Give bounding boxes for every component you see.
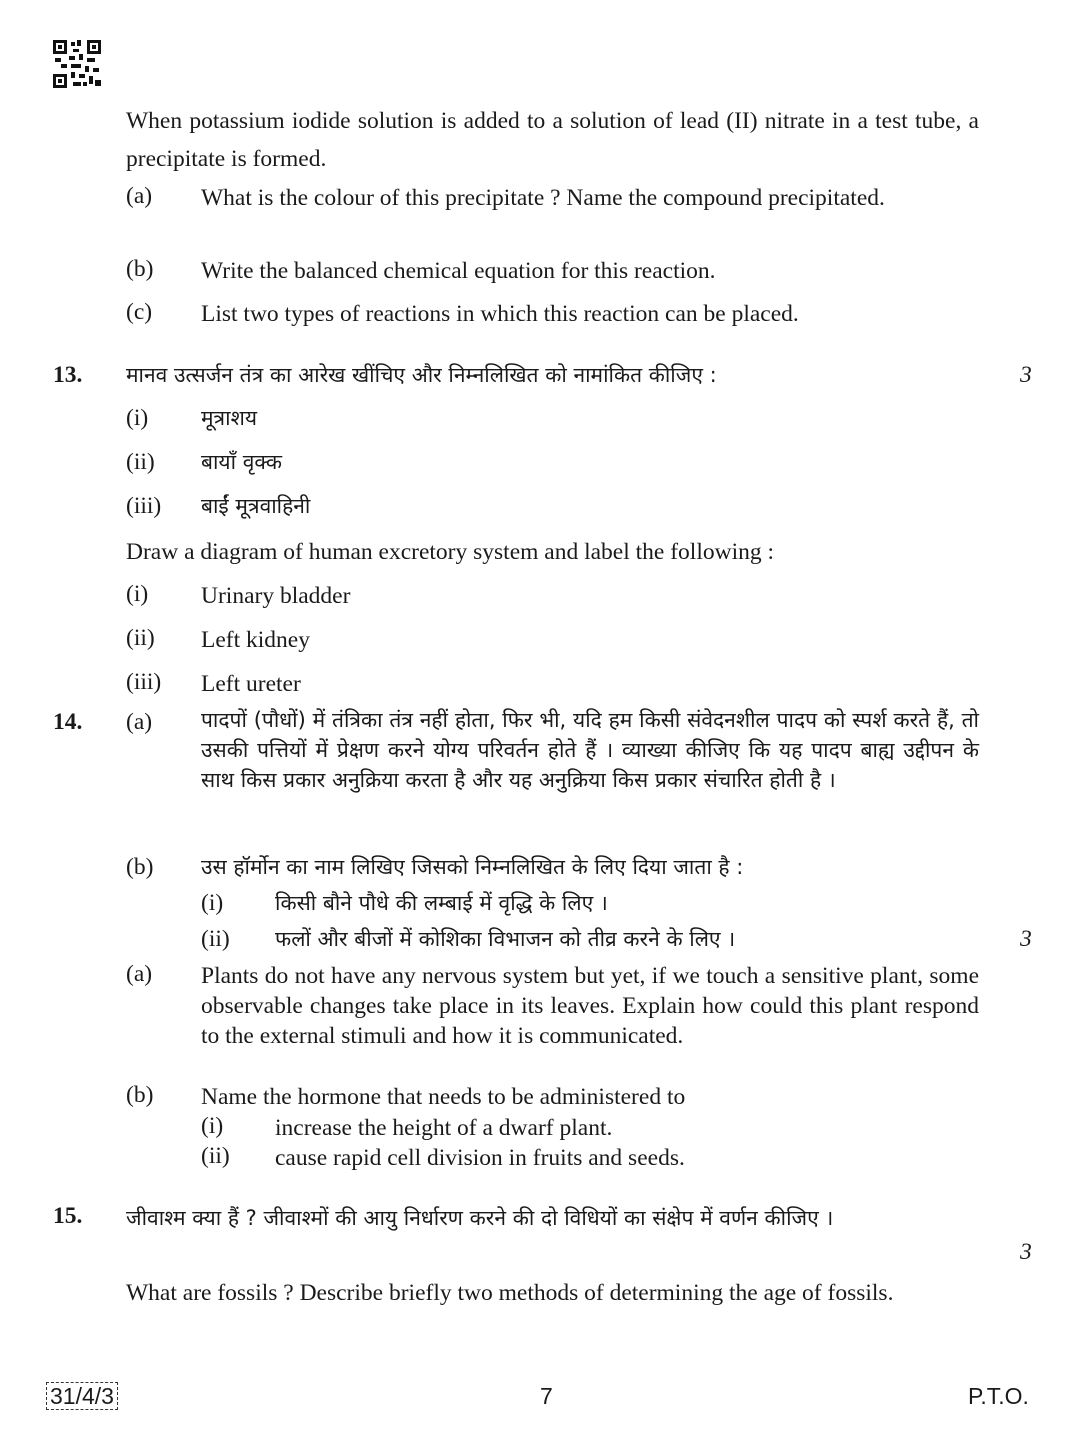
- q13-number: 13.: [53, 362, 83, 388]
- q15-number: 15.: [53, 1203, 83, 1229]
- qr-code-icon: [53, 40, 101, 88]
- q13-hi-item-1-label: (i): [126, 405, 149, 431]
- q14-b-hi-item-2-label: (ii): [201, 926, 230, 952]
- q15-text-en: What are fossils ? Describe briefly two methods of determining the age of fossils.: [126, 1280, 894, 1306]
- q13-hi-item-3-label: (iii): [126, 493, 162, 519]
- q13-en-item-2-text: Left kidney: [201, 627, 310, 653]
- q12-part-b-label: (b): [126, 256, 154, 282]
- q13-en-item-2-label: (ii): [126, 625, 155, 651]
- q13-hi-item-1-text: मूत्राशय: [201, 406, 258, 430]
- q14-a-en-text: Plants do not have any nervous system but yet, if we touch a sensitive plant, some observable changes take place in its leaves. Explain how could this plant respond to the external stimuli and how it is communicated.: [201, 963, 979, 1049]
- q13-hi-item-2-text: बायाँ वृक्क: [201, 450, 282, 474]
- q14-a-hi-text: पादपों (पौधों) में तंत्रिका तंत्र नहीं होता, फिर भी, यदि हम किसी संवेदनशील पादप को स्पर्श करते हैं, तो उसकी पत्तियों में प्रेक्षण करने योग्य परिवर्तन होते हैं । व्याख्या कीजिए कि यह पादप बाह्य उद्दीपन के साथ किस प्रकार अनुक्रिया करता है और यह अनुक्रिया किस प्रकार संचारित होती है ।: [201, 708, 979, 792]
- q13-hi-item-2-label: (ii): [126, 449, 155, 475]
- q14-number: 14.: [53, 709, 83, 735]
- q13-text-hi: मानव उत्सर्जन तंत्र का आरेख खींचिए और निम्नलिखित को नामांकित कीजिए :: [126, 363, 717, 387]
- q14-b-en-item-2-text: cause rapid cell division in fruits and seeds.: [275, 1145, 685, 1171]
- page-number: 7: [540, 1383, 553, 1409]
- q14-b-en-text: Name the hormone that needs to be administered to: [201, 1084, 686, 1110]
- q14-b-en-item-1-label: (i): [201, 1113, 224, 1139]
- q13-text-en: Draw a diagram of human excretory system and label the following :: [126, 539, 775, 565]
- q14-b-hi-item-2-text: फलों और बीजों में कोशिका विभाजन को तीव्र करने के लिए ।: [275, 927, 736, 951]
- q12-intro: When potassium iodide solution is added to a solution of lead (II) nitrate in a test tube, a precipitate is formed.: [126, 108, 979, 172]
- q14-b-hi-text: उस हॉर्मोन का नाम लिखिए जिसको निम्नलिखित के लिए दिया जाता है :: [201, 855, 744, 879]
- q12-part-c-text: List two types of reactions in which this reaction can be placed.: [201, 301, 799, 327]
- q13-hi-item-3-text: बाईं मूत्रवाहिनी: [201, 494, 311, 518]
- q12-part-a-text: What is the colour of this precipitate ? Name the compound precipitated.: [201, 185, 885, 211]
- q12-part-c-label: (c): [126, 299, 153, 325]
- q14-a-hi-label: (a): [126, 709, 153, 735]
- q14-b-hi-label: (b): [126, 854, 154, 880]
- q14-a-en-label: (a): [126, 961, 153, 987]
- q13-en-item-3-label: (iii): [126, 669, 162, 695]
- pto-label: P.T.O.: [968, 1383, 1029, 1409]
- q14-b-hi-item-1-text: किसी बौने पौधे की लम्बाई में वृद्धि के लिए ।: [275, 891, 608, 915]
- q12-part-b-text: Write the balanced chemical equation for this reaction.: [201, 258, 716, 284]
- q15-marks: 3: [1020, 1239, 1032, 1265]
- q14-b-en-label: (b): [126, 1082, 154, 1108]
- q14-b-hi-item-1-label: (i): [201, 890, 224, 916]
- q14-b-en-item-2-label: (ii): [201, 1143, 230, 1169]
- q14-marks: 3: [1020, 926, 1032, 952]
- q13-en-item-1-label: (i): [126, 581, 149, 607]
- q15-text-hi: जीवाश्म क्या हैं ? जीवाश्मों की आयु निर्धारण करने की दो विधियों का संक्षेप में वर्णन कीजिए ।: [126, 1206, 834, 1230]
- paper-code: 31/4/3: [46, 1382, 118, 1410]
- q13-en-item-3-text: Left ureter: [201, 671, 301, 697]
- q13-en-item-1-text: Urinary bladder: [201, 583, 351, 609]
- q13-marks: 3: [1020, 362, 1032, 388]
- q14-b-en-item-1-text: increase the height of a dwarf plant.: [275, 1115, 613, 1141]
- q12-part-a-label: (a): [126, 183, 153, 209]
